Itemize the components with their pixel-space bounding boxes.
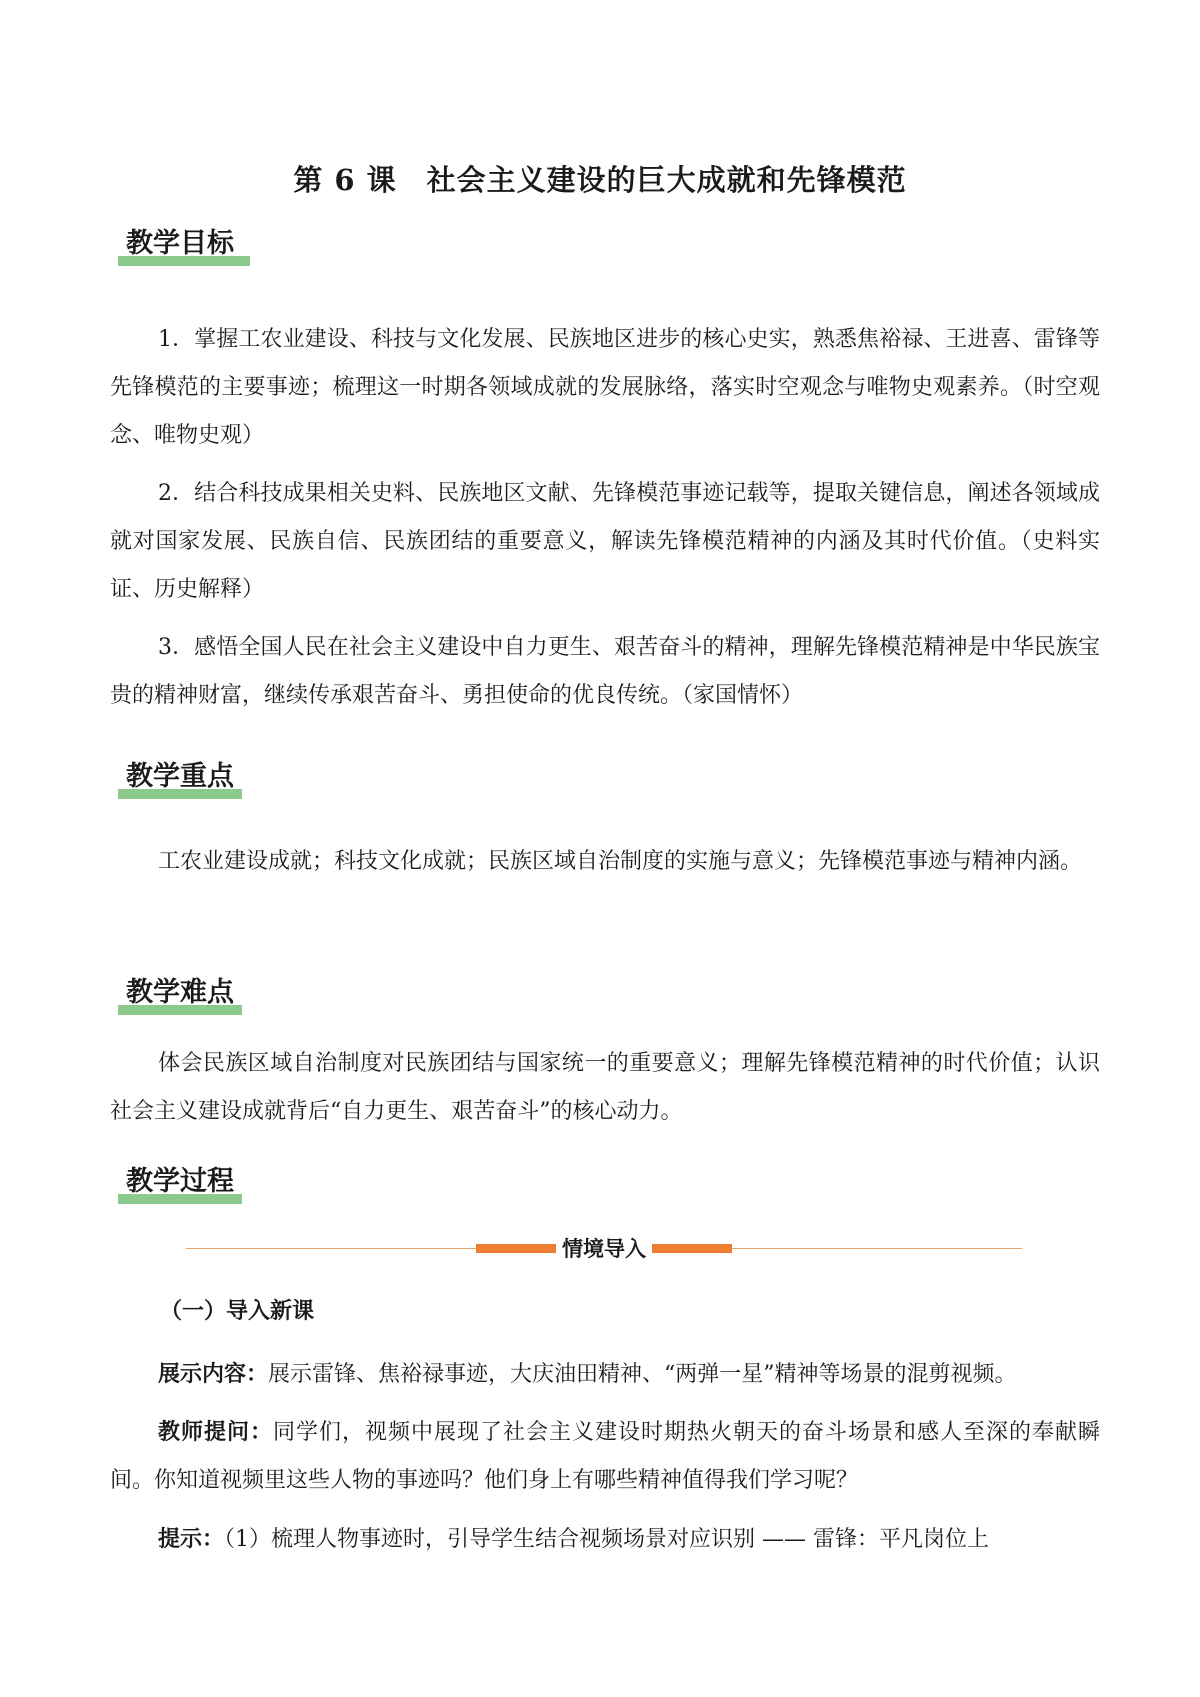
show-content-text: 展示雷锋、焦裕禄事迹，大庆油田精神、“两弹一星”精神等场景的混剪视频。 [268, 1362, 1017, 1387]
difficulties-text: 体会民族区域自治制度对民族团结与国家统一的重要意义；理解先锋模范精神的时代价值；认识社会主义建设成就背后“自力更生、艰苦奋斗”的核心动力。 [110, 1051, 1100, 1124]
section-heading-label: 教学难点 [126, 977, 234, 1008]
objective-item-3: 3．感悟全国人民在社会主义建设中自力更生、艰苦奋斗的精神，理解先锋模范精神是中华民族宝贵的精神财富，继续传承艰苦奋斗、勇担使命的优良传统。（家国情怀） [110, 635, 1100, 708]
section-heading-label: 教学重点 [126, 761, 234, 792]
divider-label: 情境导入 [562, 1236, 646, 1261]
teacher-question-text: 同学们，视频中展现了社会主义建设时期热火朝天的奋斗场景和感人至深的奉献瞬间。你知道视频里这些人物的事迹吗？他们身上有哪些精神值得我们学习呢？ [110, 1420, 1100, 1493]
section-heading-label: 教学目标 [126, 228, 234, 259]
hint-paragraph [110, 1515, 1100, 1564]
objective-item-2: 2．结合科技成果相关史料、民族地区文献、先锋模范事迹记载等，提取关键信息，阐述各领域成就对国家发展、民族自信、民族团结的重要意义，解读先锋模范精神的内涵及其时代价值。（史料实证、历史解释） [110, 481, 1100, 602]
page-title: 第 6 课 社会主义建设的巨大成就和先锋模范 [293, 163, 907, 197]
divider-label-wrap [186, 1234, 1022, 1264]
objective-item-1: 1．掌握工农业建设、科技与文化发展、民族地区进步的核心史实，熟悉焦裕禄、王进喜、雷锋等先锋模范的主要事迹；梳理这一时期各领域成就的发展脉络，落实时空观念与唯物史观素养。（时空观念、唯物史观） [110, 327, 1100, 448]
key-points-text: 工农业建设成就；科技文化成就；民族区域自治制度的实施与意义；先锋模范事迹与精神内涵。 [158, 849, 1083, 874]
section-heading-difficulties [118, 975, 242, 1015]
teacher-question-label: 教师提问： [158, 1419, 273, 1445]
hint-text: （1）梳理人物事迹时，引导学生结合视频场景对应识别 —— 雷锋：平凡岗位上 [224, 1527, 990, 1552]
section-heading-key-points [118, 759, 242, 799]
teacher-question-paragraph [110, 1408, 1100, 1505]
section-heading-objectives [118, 226, 242, 266]
show-content-label: 展示内容： [158, 1361, 269, 1387]
hint-label: 提示： [158, 1526, 225, 1552]
show-content-paragraph [110, 1350, 1100, 1399]
section-heading-label: 教学过程 [126, 1166, 234, 1197]
section-heading-process [118, 1164, 242, 1204]
scene-divider [186, 1234, 1022, 1264]
sub-heading: （一）导入新课 [160, 1298, 315, 1324]
